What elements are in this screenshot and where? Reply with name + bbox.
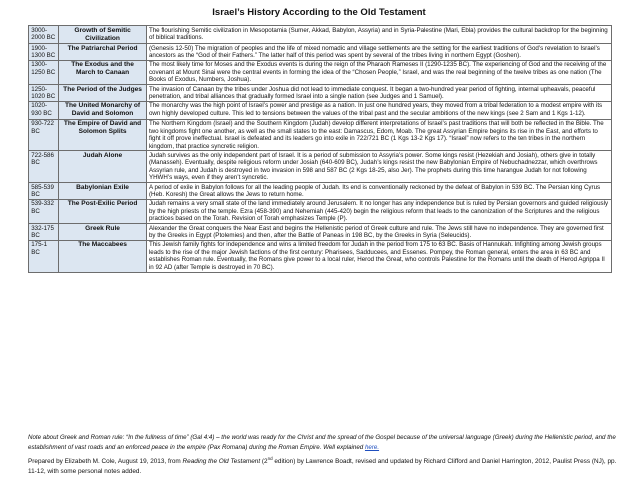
date-cell: 175-1 BC [29, 240, 59, 272]
timeline-row [29, 26, 612, 44]
date-cell: 3000-2000 BC [29, 26, 59, 44]
date-cell: 1020-930 BC [29, 101, 59, 119]
description-cell: A period of exile in Babylon follows for all the leading people of Judah. Its end is conventionally reckoned by the defeat of Babylon in 539 BC. The Persian king Cyrus (Heb. Koresh) the Great allows the Jews to return home. [146, 183, 611, 200]
timeline-row [29, 183, 612, 200]
timeline-row [29, 60, 612, 84]
period-cell: Growth of Semitic Civilization [59, 26, 146, 44]
credit-post: edition) by Lawrence Boadt, revised and updated by Richard Clifford and Daniel Harrington, 2012, Paulist Press (NJ), pp. 11-12, with some personal notes added. [28, 458, 617, 475]
date-cell: 539-332 BC [29, 199, 59, 223]
description-cell: This Jewish family fights for independence and wins a limited freedom for Judah in the period from 175 to 63 BC. Basis of Hannukah. Infighting among Jewish groups leads to the rise of the major Jewish factions of the first century: Pharisees, Sadducees, and Essenes. Pompey, the Roman general, enters the area in 63 BC and establishes Roman rule. Eventually, the Romans give power to a local ruler, Herod the Great, who controls Palestine for the Romans until the death of Herod Agrippa II in 92 AD (after Temple is destroyed in 70 BC). [146, 240, 611, 272]
date-cell: 332-175 BC [29, 224, 59, 241]
description-cell: The flourishing Semitic civilization in Mesopotamia (Sumer, Akkad, Babylon, Assyria) and in Syria-Palestine (Mari, Ebla) provides the cultural backdrop for the beginning of biblical traditions. [146, 26, 611, 44]
period-cell: The United Monarchy of David and Solomon [59, 101, 146, 119]
period-cell: Babylonian Exile [59, 183, 146, 200]
credit-edition-pre: (2 [260, 458, 268, 465]
date-cell: 722-586 BC [29, 151, 59, 183]
date-cell: 1900-1300 BC [29, 44, 59, 61]
period-cell: The Exodus and the March to Canaan [59, 60, 146, 84]
date-cell: 585-539 BC [29, 183, 59, 200]
period-cell: Greek Rule [59, 224, 146, 241]
edition-superscript: nd [267, 455, 273, 461]
description-cell: Judah survives as the only independent part of Israel. It is a period of submission to Assyria’s power. Some kings resist (Hezekiah and Josiah), others give in totally (Manasseh). Eventually, despite religious reform under Josiah (640-609 BC), Judah’s kings resist the new Babylonian Empire of Nebuchadnezzar, which overthrows Assyrian rule, and Judah is destroyed in two invasion in 598 and 587 BC (2 Kgs 18-25, also Jer). The prophets during this time harangue Judah for not following YHWH’s ways, even if they aren’t syncretic. [146, 151, 611, 183]
description-cell: The Northern Kingdom (Israel) and the Southern Kingdom (Judah) develop different interpretations of Israel’s past traditions that will both be reflected in the Bible. The two kingdoms fight one another, as well as the small states to the east: Damascus, Edom, Moab. The great Assyrian Empire begins its rise in the East, and efforts to fight it off prove ineffectual. Israel is defeated and its leaders go into exile in 722/721 BC (1 Kgs 13-2 Kgs 17). “Israel” now refers to the ten tribes in the northern kingdom, that practice syncretic religion. [146, 119, 611, 151]
date-cell: 1250-1020 BC [29, 85, 59, 102]
timeline-row [29, 101, 612, 119]
timeline-row [29, 44, 612, 61]
note-text: Note about Greek and Roman rule: “In the fullness of time” (Gal 4:4) – the world was ready for the Christ and the spread of the Gospel because of the universal language (Greek) during the Hellenistic period, and the establishment of vast roads and an enforced peace in the empire (Pax Romana) during the Roman Empire. Well explained [28, 434, 616, 451]
description-cell: The invasion of Canaan by the tribes under Joshua did not lead to immediate conquest. It began a two-hundred year period of fighting, internal upheavals, peaceful penetration, and tribal alliances that gradually formed Israel into a single nation (see Judges and 1 Samuel). [146, 85, 611, 102]
timeline-row [29, 151, 612, 183]
date-cell: 1300-1250 BC [29, 60, 59, 84]
timeline-row [29, 199, 612, 223]
period-cell: The Post-Exilic Period [59, 199, 146, 223]
period-cell: The Maccabees [59, 240, 146, 272]
period-cell: The Empire of David and Solomon Splits [59, 119, 146, 151]
period-cell: The Period of the Judges [59, 85, 146, 102]
date-cell: 930-722 BC [29, 119, 59, 151]
description-cell: Alexander the Great conquers the Near East and begins the Hellenistic period of Greek culture and rule. The Jews still have no independence. They are governed first by the Greeks in Egypt (Ptolemies) and then, after the Battle of Paneas in 198 BC, by the Greeks in Syria (Seleucids). [146, 224, 611, 241]
description-cell: Judah remains a very small state of the land immediately around Jerusalem. It no longer has any independence but is ruled by Persian governors and guided religiously by the high priests of the temple. Ezra (458-390) and Nehemiah (445-420) begin the religious reform that leads to the canonization of the Scriptures and the religious practices based on the Torah. Revision of Torah emphasizes Temple (P). [146, 199, 611, 223]
timeline-row [29, 240, 612, 272]
credit-line [28, 457, 618, 476]
period-cell: The Patriarchal Period [59, 44, 146, 61]
description-cell: The monarchy was the high point of Israel’s power and prestige as a nation. In just one hundred years, they moved from a tribal federation to a modest empire with its own highly developed culture. This led to tensions between the values of the tribal past and the secular ambitions of the new kings (see 2 Sam and 1 Kgs 1-12). [146, 101, 611, 119]
greek-roman-note [28, 433, 618, 452]
credit-pre: Prepared by Elizabeth M. Cole, August 19, 2013, from [28, 458, 183, 465]
explained-here-link[interactable]: here. [364, 443, 380, 451]
book-title: Reading the Old Testament [182, 458, 261, 465]
period-cell: Judah Alone [59, 151, 146, 183]
description-cell: The most likely time for Moses and the Exodus events is during the reign of the Pharaoh Rameses II (1290-1235 BC). The experiencing of God and the receiving of the covenant at Mount Sinai were the central events in forming the idea of the “Chosen People,” Israel, and was the real beginning of the twelve tribes as one nation (The Books of Exodus, Numbers, Joshua). [146, 60, 611, 84]
description-cell: (Genesis 12-50) The migration of peoples and the life of mixed nomadic and village settlements are the setting for the earliest traditions of God’s revelation to Israel’s ancestors as the “God of their Fathers.” The latter half of this period was spent by several of the tribes living in northern Egypt (Goshen). [146, 44, 611, 61]
timeline-row [29, 119, 612, 151]
document-title: Israel’s History According to the Old Testament [212, 7, 426, 18]
timeline-row [29, 224, 612, 241]
timeline-table [28, 25, 612, 273]
timeline-row [29, 85, 612, 102]
